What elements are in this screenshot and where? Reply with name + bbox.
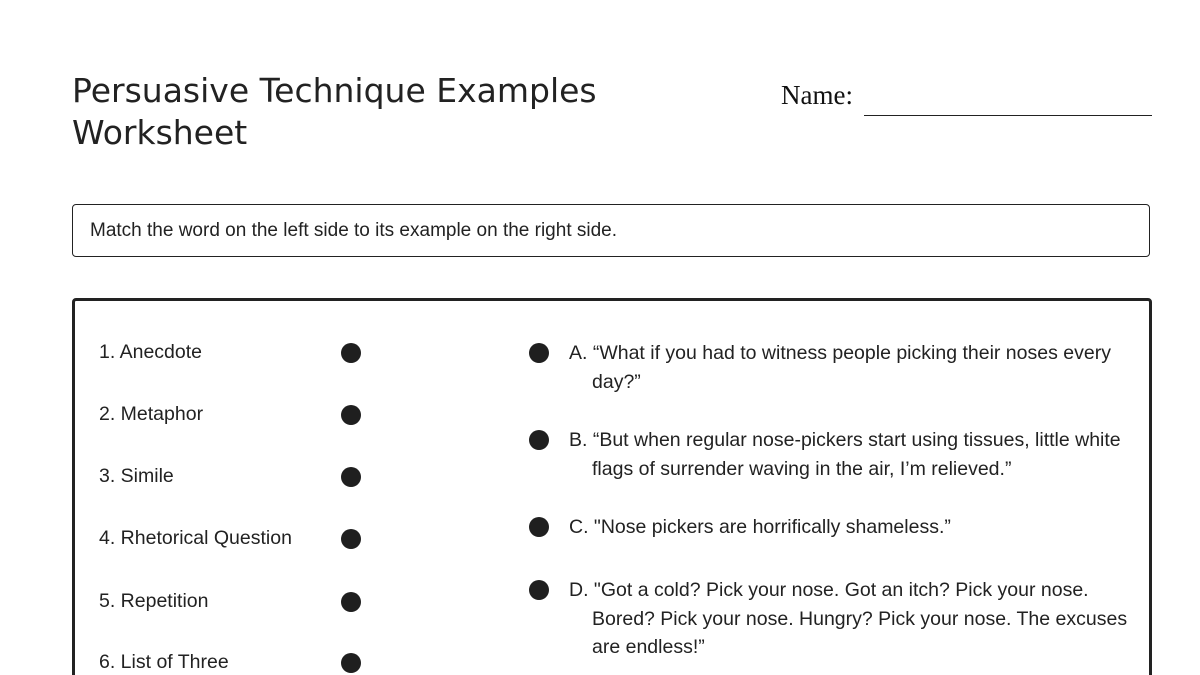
- match-dot-right[interactable]: [529, 343, 549, 363]
- name-field[interactable]: [781, 78, 1153, 118]
- name-blank-line[interactable]: [864, 115, 1152, 116]
- term-label: 6. List of Three: [99, 651, 229, 673]
- term-item-2: [99, 401, 379, 431]
- term-item-6: [99, 649, 379, 675]
- term-label: 5. Repetition: [99, 590, 209, 612]
- term-label: 1. Anecdote: [99, 341, 203, 363]
- term-item-4: [99, 525, 379, 555]
- term-item-1: [99, 339, 379, 369]
- match-dot-left[interactable]: [341, 653, 361, 673]
- instructions-box: [72, 204, 1150, 257]
- term-item-3: [99, 463, 379, 493]
- match-dot-right[interactable]: [529, 517, 549, 537]
- match-dot-left[interactable]: [341, 529, 361, 549]
- instructions-text: Match the word on the left side to its example on the right side.: [90, 220, 618, 241]
- term-item-5: [99, 588, 379, 618]
- match-dot-left[interactable]: [341, 405, 361, 425]
- match-dot-left[interactable]: [341, 592, 361, 612]
- match-dot-left[interactable]: [341, 343, 361, 363]
- name-label: Name:: [781, 80, 853, 110]
- example-text: A. “What if you had to witness people picking their noses every day?”: [569, 342, 1111, 393]
- match-dot-left[interactable]: [341, 467, 361, 487]
- match-dot-right[interactable]: [529, 580, 549, 600]
- worksheet-title: Persuasive Technique Examples Worksheet: [72, 71, 597, 152]
- example-text: C. "Nose pickers are horrifically shameless.”: [569, 516, 951, 538]
- term-label: 2. Metaphor: [99, 403, 204, 425]
- example-text: B. “But when regular nose-pickers start using tissues, little white flags of surrender waving in the air, I’m relieved.”: [569, 429, 1121, 480]
- match-dot-right[interactable]: [529, 430, 549, 450]
- example-text: D. "Got a cold? Pick your nose. Got an itch? Pick your nose. Bored? Pick your nose. Hungry? Pick your nose. The excuses are endless!”: [569, 579, 1128, 658]
- term-label: 3. Simile: [99, 465, 174, 487]
- term-label: 4. Rhetorical Question: [99, 527, 292, 549]
